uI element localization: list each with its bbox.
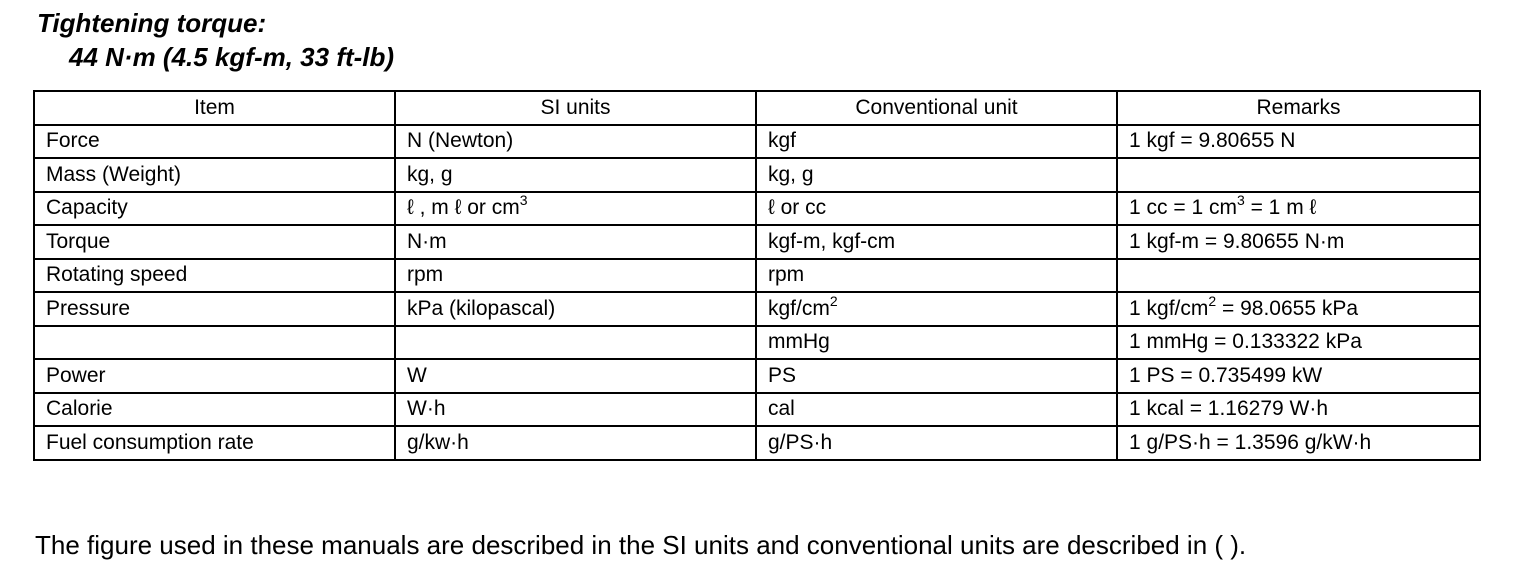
cell-si: ℓ , m ℓ or $cm^3$ [395,192,756,226]
cell-item: Power [34,359,395,393]
cell-conv: ℓ or cc [756,192,1117,226]
cell-conv: g/PS·h [756,426,1117,460]
heading-label: Tightening torque: [37,8,267,38]
heading-value: 44 N·m (4.5 kgf-m, 33 ft-lb) [69,42,395,72]
table-row [34,359,1480,393]
header-remarks: Remarks [1117,91,1480,125]
cell-conv: kg, g [756,158,1117,192]
cell-si: rpm [395,259,756,293]
table-row [34,192,1480,226]
cell-conv: mmHg [756,326,1117,360]
tightening-torque-heading [37,6,394,74]
cell-si: kPa (kilopascal) [395,292,756,326]
header-item: Item [34,91,395,125]
cell-remarks: 1 kgf/$cm^2 = 98.0655$ kPa [1117,292,1480,326]
cell-remarks: 1 PS = 0.735499 kW [1117,359,1480,393]
cell-item: Pressure [34,292,395,326]
header-conventional-unit: Conventional unit [756,91,1117,125]
table-row [34,326,1480,360]
cell-item: Rotating speed [34,259,395,293]
table-row [34,426,1480,460]
footnote-text: The figure used in these manuals are described in the SI units and conventional units are described in ( ). [35,530,1247,560]
cell-si [395,326,756,360]
cell-conv: rpm [756,259,1117,293]
cell-item: Capacity [34,192,395,226]
table-row [34,125,1480,159]
cell-remarks [1117,259,1480,293]
cell-conv: kgf/$cm^2$ [756,292,1117,326]
cell-remarks: 1 cc = 1 $cm^3 = 1$ m ℓ [1117,192,1480,226]
cell-remarks: 1 kgf = 9.80655 N [1117,125,1480,159]
cell-si: g/kw·h [395,426,756,460]
cell-item: Force [34,125,395,159]
cell-si: W·h [395,393,756,427]
cell-conv: kgf-m, kgf-cm [756,225,1117,259]
cell-conv: cal [756,393,1117,427]
cell-item: Calorie [34,393,395,427]
cell-item: Torque [34,225,395,259]
header-si-units: SI units [395,91,756,125]
table-header-row [34,91,1480,125]
table-row [34,393,1480,427]
table-row [34,225,1480,259]
cell-remarks: 1 kgf-m = 9.80655 N·m [1117,225,1480,259]
units-table [33,90,1481,461]
cell-item: Mass (Weight) [34,158,395,192]
cell-remarks: 1 g/PS·h = 1.3596 g/kW·h [1117,426,1480,460]
cell-conv: PS [756,359,1117,393]
cell-conv: kgf [756,125,1117,159]
cell-remarks: 1 mmHg = 0.133322 kPa [1117,326,1480,360]
cell-remarks [1117,158,1480,192]
cell-remarks: 1 kcal = 1.16279 W·h [1117,393,1480,427]
cell-si: N (Newton) [395,125,756,159]
table-row [34,292,1480,326]
table-row [34,259,1480,293]
cell-si: N·m [395,225,756,259]
cell-si: kg, g [395,158,756,192]
cell-si: W [395,359,756,393]
table-row [34,158,1480,192]
cell-item [34,326,395,360]
cell-item: Fuel consumption rate [34,426,395,460]
